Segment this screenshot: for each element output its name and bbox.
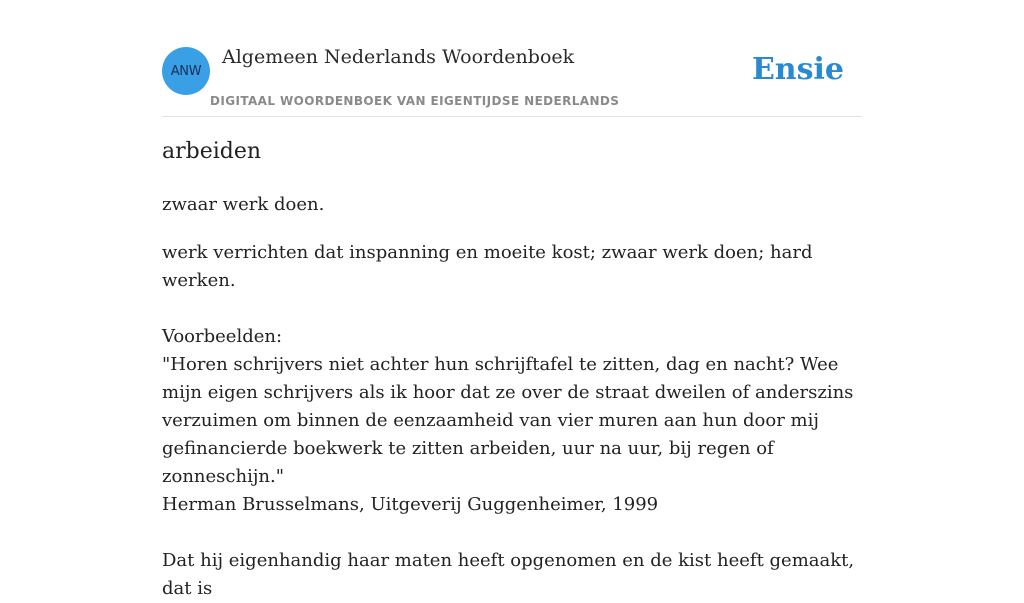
site-subtitle: DIGITAAL WOORDENBOEK VAN EIGENTIJDSE NEDERLANDS	[210, 94, 620, 108]
site-header	[162, 0, 862, 117]
short-definition: zwaar werk doen.	[162, 194, 325, 215]
definition-body	[162, 239, 862, 603]
example-source: Herman Brusselmans, Uitgeverij Guggenheimer, 1999	[162, 494, 659, 515]
definition-text: werk verrichten dat inspanning en moeite kost; zwaar werk doen; hard werken.	[162, 242, 813, 291]
page	[162, 0, 862, 599]
logo-text: ANW	[170, 63, 202, 79]
example-quote: Dat hij eigenhandig haar maten heeft opgenomen en de kist heeft gemaakt, dat is	[162, 550, 855, 599]
entry-title: arbeiden	[162, 139, 262, 164]
anw-logo[interactable]	[162, 47, 210, 95]
example-quote: "Horen schrijvers niet achter hun schrijftafel te zitten, dag en nacht? Wee mijn eigen schrijvers als ik hoor dat ze over de straat dweilen of anderszins verzuimen om binnen de eenzaamheid van vier muren aan hun door mij gefinancierde boekwerk te zitten arbeiden, uur na uur, bij regen of zonneschijn."	[162, 354, 854, 487]
ensie-brand-link[interactable]: Ensie	[751, 52, 844, 87]
site-title[interactable]: Algemeen Nederlands Woordenboek	[222, 46, 575, 68]
examples-label: Voorbeelden:	[162, 326, 283, 347]
